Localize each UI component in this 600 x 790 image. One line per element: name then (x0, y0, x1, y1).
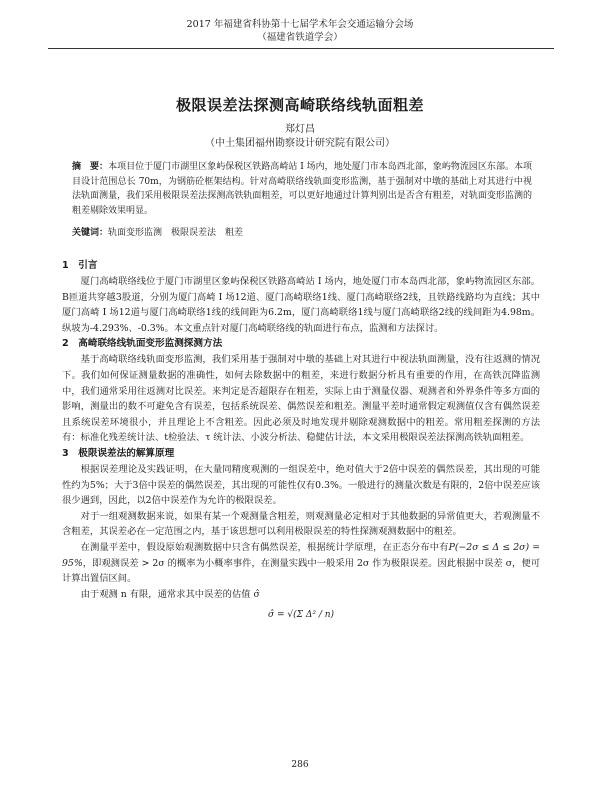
paper-body (62, 258, 540, 624)
abstract-label: 摘 要： (72, 162, 109, 172)
section-3-paragraph-2: 对于一组观测数据来说，如果有某一个观测量含粗差，则观测量必定相对于其他数据的异常值更大，若观测量不含粗差，其误差必在一定范围之内，基于该思想可以利用极限误差的特性探测观测数据中的粗差。 (62, 510, 540, 538)
sigma-estimate-formula: σ̂ = √(Σ Δ² / n) (267, 610, 335, 621)
section-3-paragraph-3a: 在测量平差中，假设原始观测数据中只含有偶然误差，根据统计学原理，在正态分布中有 (80, 541, 449, 553)
abstract (72, 160, 532, 218)
paper-author: 郑灯昌 (285, 124, 315, 135)
conference-name: 2017 年福建省科协第十七届学术年会交通运输分会场 (186, 19, 414, 30)
section-3-paragraph-4: 由于观测 n 有限，通常求其中误差的估值 σ̂ (80, 588, 260, 600)
header-divider (48, 48, 554, 49)
probability-formula: P(−2σ ≤ Δ ≤ 2σ) = 95% (62, 541, 540, 569)
section-1-paragraph: 厦门高崎联络线位于厦门市湖里区象屿保税区铁路高崎站 I 场内，地处厦门市本岛西北部，象屿物流园区东部。B匝道共穿越3股道，分别为厦门高崎 I 场12道、厦门高崎联络1线、厦门高崎联络2线，且铁路线路均为直线；其中厦门高崎 I 场12道与厦门高崎联络1线的线间距为6.2m，厦门高崎联络1线与厦门高崎联络2线的线间距为4.98m。纵坡为-4.293%、-0.3%。本文重点针对厦门高崎联络线的轨面进行布点，监测和方法探讨。 (62, 276, 540, 334)
keywords-label: 关键词： (72, 228, 109, 238)
section-1-heading: 1 引言 (62, 260, 98, 271)
abstract-text: 本项目位于厦门市湖里区象屿保税区铁路高崎站 I 场内，地处厦门市本岛西北部，象屿物流园区东部。本项目设计范围总长 70m，为钢筋砼框架结构。针对高崎联络线轨面变形监测，基于强制对中墩的基础上对其进行中视法轨面测量，我们采用极限误差法探测高铁轨面粗差，可以更好地通过计算判别出是否含有粗差，对轨面变形监测的粗差剔除效果明显。 (72, 162, 532, 216)
section-2-paragraph: 基于高崎联络线轨面变形监测，我们采用基于强制对中墩的基础上对其进行中视法轨面测量，没有往返测的情况下。我们如何保证测量数据的准确性，如何去除数据中的粗差，来进行数据分析具有重要的作用，在高铁沉降监测中，我们通常采用往返测对比误差。来判定是否超限存在粗差，实际上由于测量仪器、观测者和外界条件等多方面的影响，测量出的数不可避免含有误差，包括系统误差、偶然误差和粗差。测量平差时通常假定观测值仅含有偶然误差且系统误差环境很小，并且理论上不含粗差。因此必须及时地发现并剔除观测数据中的粗差。常用粗差探测的方法有：标准化残差统计法、t检验法、τ 统计法、小波分析法、稳健估计法，本文采用极限误差法探测高铁轨面粗差。 (62, 354, 540, 444)
conference-society: （福建省铁道学会） (257, 32, 343, 43)
section-3-paragraph-3 (62, 540, 540, 587)
keywords (72, 226, 532, 240)
section-2-heading: 2 高崎联络线轨面变形监测探测方法 (62, 338, 223, 350)
section-3-paragraph-1: 根据误差理论及实践证明，在大量同精度观测的一组误差中，绝对值大于2倍中误差的偶然误差，其出现的可能性约为5%；大于3倍中误差的偶然误差，其出现的可能性仅有0.3%。一般进行的测量次数是有限的，2倍中误差应该很少遇到，因此，以2倍中误差作为允许的极限误差。 (62, 463, 540, 507)
page-number: 286 (291, 760, 309, 770)
paper-title: 极限误差法探测高崎联络线轨面粗差 (175, 96, 424, 114)
paper-affiliation: （中土集团福州勘察设计研究院有限公司） (205, 138, 395, 149)
section-3-heading: 3 极限误差法的解算原理 (62, 447, 175, 459)
keywords-text: 轨面变形监测 极限误差法 粗差 (108, 228, 244, 238)
conference-header (0, 18, 600, 44)
section-3-paragraph-3b: ，即观测误差 > 2σ 的概率为小概率事件，在测量实践中一般采用 2σ 作为极限误差。因此根据中误差 σ，便可计算出置信区间。 (62, 557, 540, 585)
